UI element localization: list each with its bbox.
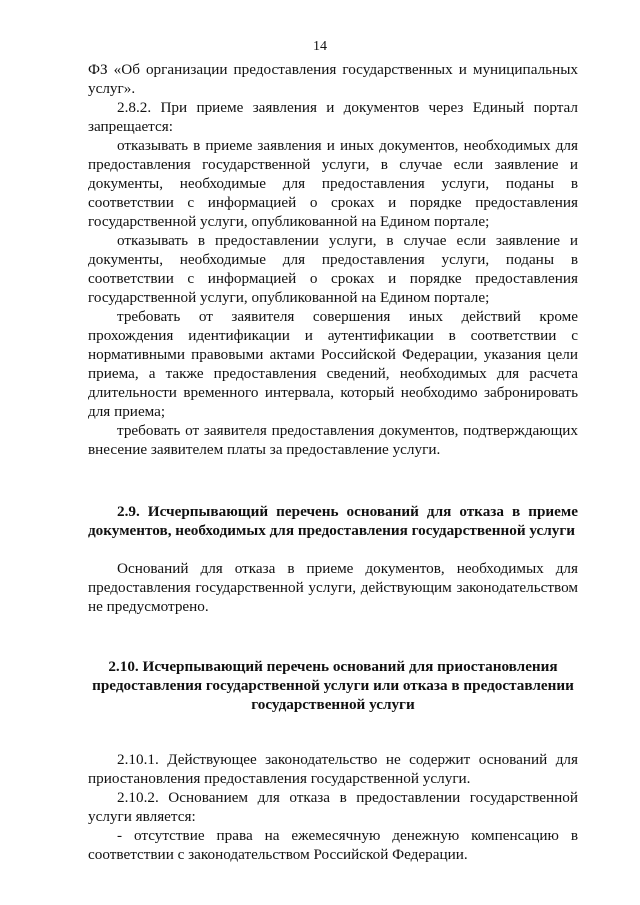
- list-item: отказывать в предоставлении услуги, в случае если заявление и документы, необходимые для предоставления услуги, поданы в соответствии с информацией о сроках и порядке предоставления государственной услуги, опубликованной на Едином портале;: [88, 232, 578, 306]
- spacer: [88, 540, 578, 559]
- spacer: [88, 616, 578, 657]
- list-item: отказывать в приеме заявления и иных документов, необходимых для предоставления государственной услуги, в случае если заявление и документы, необходимые для предоставления услуги, поданы в соответствии с информацией о сроках и порядке предоставления государственной услуги, опубликованной на Едином портале;: [88, 137, 578, 230]
- paragraph-2-9: Оснований для отказа в приеме документов, необходимых для предоставления государственной услуги, действующим законодательством не предусмотрено.: [88, 560, 578, 615]
- spacer: [88, 714, 578, 750]
- paragraph-continuation: ФЗ «Об организации предоставления государственных и муниципальных услуг».: [88, 61, 578, 97]
- page-content: [88, 60, 578, 864]
- page-number: 14: [313, 39, 327, 54]
- section-heading-2-10: [88, 657, 578, 714]
- paragraph-2-10-2: 2.10.2. Основанием для отказа в предоставлении государственной услуги является:: [88, 789, 578, 825]
- section-heading-line: предоставления государственной услуги или отказа в предоставлении: [92, 677, 574, 694]
- section-heading-line: 2.10. Исчерпывающий перечень оснований для приостановления: [108, 658, 558, 675]
- list-item: - отсутствие права на ежемесячную денежную компенсацию в соответствии с законодательством Российской Федерации.: [88, 827, 578, 863]
- list-item: требовать от заявителя предоставления документов, подтверждающих внесение заявителем платы за предоставление услуги.: [88, 422, 578, 458]
- paragraph-2-8-2: 2.8.2. При приеме заявления и документов через Единый портал запрещается:: [88, 99, 578, 135]
- section-heading-line: государственной услуги: [251, 696, 415, 713]
- paragraph-2-10-1: 2.10.1. Действующее законодательство не содержит оснований для приостановления предоставления государственной услуги.: [88, 751, 578, 787]
- section-heading-2-9: 2.9. Исчерпывающий перечень оснований для отказа в приеме документов, необходимых для предоставления государственной услуги: [88, 503, 578, 539]
- list-item: требовать от заявителя совершения иных действий кроме прохождения идентификации и аутентификации в соответствии с нормативными правовыми актами Российской Федерации, указания цели приема, а также предоставления сведений, необходимых для расчета длительности временного интервала, который необходимо забронировать для приема;: [88, 308, 578, 420]
- spacer: [88, 459, 578, 502]
